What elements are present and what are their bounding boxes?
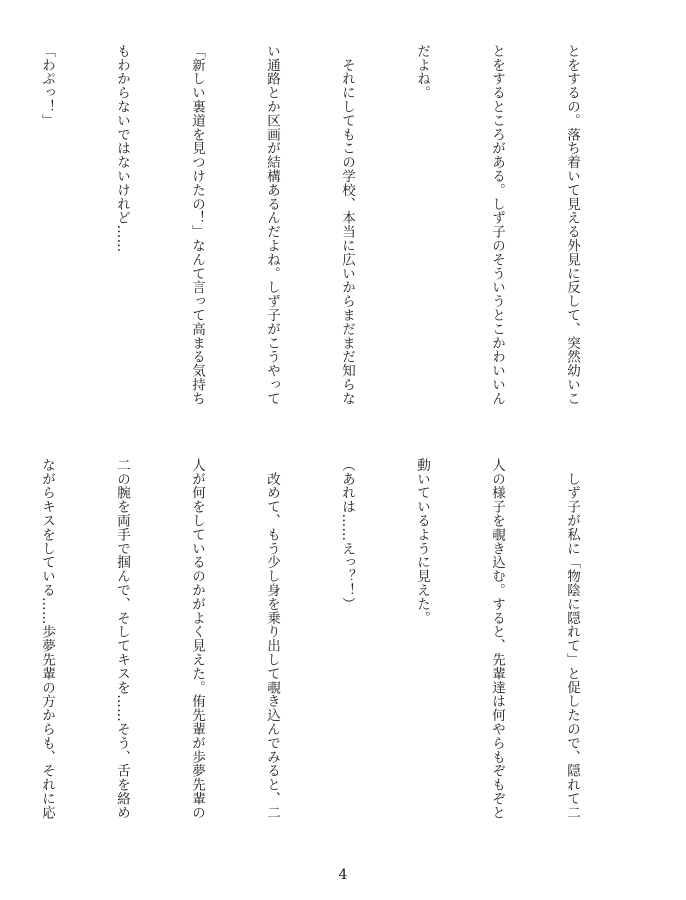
text-block-top bbox=[0, 44, 634, 429]
text-line: 改めて、もう少し身を乗り出して覗き込んでみると、二 bbox=[264, 458, 280, 820]
text-line: とをするの。落ち着いて見える外見に反して、突然幼いこ bbox=[564, 44, 580, 406]
text-line: 人が何をしているのかがよく見えた。侑先輩が歩夢先輩の bbox=[189, 458, 205, 820]
text-line: 二の腕を両手で掴んで、そしてキスを……そう、舌を絡め bbox=[114, 458, 130, 820]
text-line: だよね。 bbox=[414, 44, 430, 100]
text-line: とをするところがある。しず子のそういうとこかわいいん bbox=[489, 44, 505, 406]
text-line: それにしてもこの学校、本当に広いからまだまだ知らな bbox=[339, 44, 355, 406]
text-line: 「新しい裏道を見つけたの！」なんて言って高まる気持ち bbox=[189, 44, 205, 406]
text-block-bottom bbox=[0, 458, 634, 843]
text-line: 「わぷっ！」 bbox=[39, 44, 55, 128]
text-line: （あれは……えっ？！） bbox=[339, 458, 355, 611]
text-line: い通路とか区画が結構あるんだよね。しず子がこうやって bbox=[264, 44, 280, 406]
text-line: 人の様子を覗き込む。すると、先輩達は何やらもぞもぞと bbox=[489, 458, 505, 820]
text-line: しず子が私に「物陰に隠れて」と促したので、隠れて二 bbox=[564, 458, 580, 820]
text-line: もわからないではないけれど…… bbox=[114, 44, 130, 253]
page-number: 4 bbox=[338, 867, 348, 883]
text-line: ながらキスをしている……歩夢先輩の方からも、それに応 bbox=[39, 458, 55, 820]
text-line: 動いているように見えた。 bbox=[414, 458, 430, 625]
